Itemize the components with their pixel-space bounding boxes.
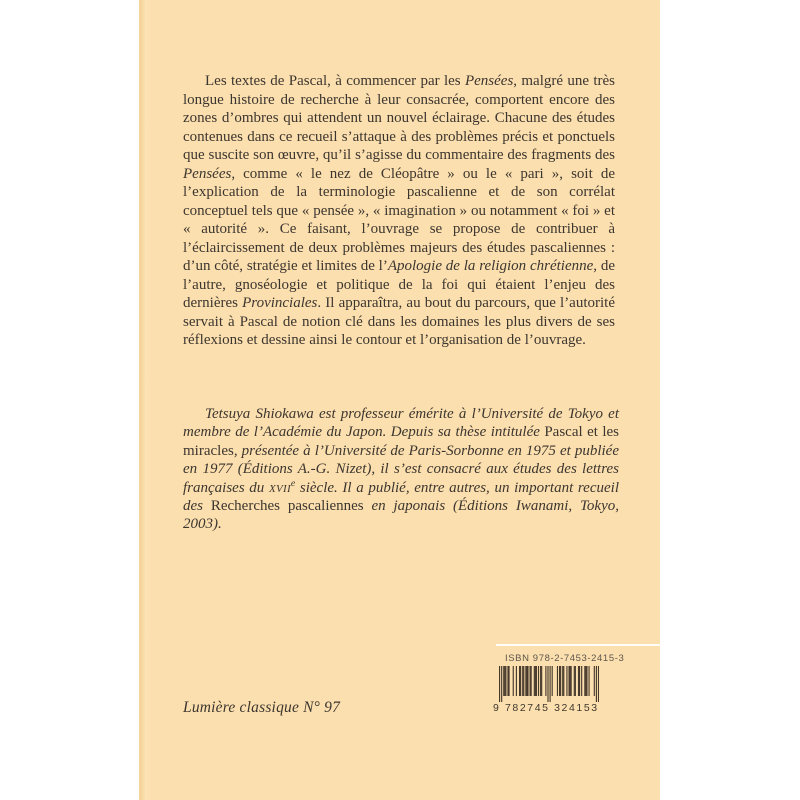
blurb-paragraph: Les textes de Pascal, à commencer par les Pensées, malgré une très longue histoire de recherche à leur consacrée, comportent encore des zones d’ombres qui attendent un nouvel éclairage. Chacune des études contenues dans ce recueil s’attaque à des problèmes précis et ponctuels que suscite son œuvre, qu’il s’agisse du commentaire des fragments des Pensées, comme « le nez de Cléopâtre » ou le « pari », soit de l’explication de la terminologie pascalienne et de son corrélat conceptuel tels que « pensée », « imagination » ou notamment « foi » et « autorité ». Ce faisant, l’ouvrage se propose de contribuer à l’éclaircissement de deux problèmes majeurs des études pascaliennes : d’un côté, stratégie et limites de l’Apologie de la religion chrétienne, de l’autre, gnoséologie et politique de la foi qui étaient l’enjeu des dernières Provinciales. Il apparaîtra, au bout du parcours, que l’autorité servait à Pascal de notion clé dans les domaines les plus divers de ses réflexions et dessine ainsi le contour et l’organisation de l’ouvrage. bbox=[183, 73, 615, 348]
book-back-cover bbox=[139, 0, 660, 800]
author-bio-paragraph: Tetsuya Shiokawa est professeur émérite à l’Université de Tokyo et membre de l’Académie du Japon. Depuis sa thèse intitulée Pascal et les miracles, présentée à l’Université de Paris-Sorbonne en 1975 et publiée en 1977 (Éditions A.-G. Nizet), il s’est consacré aux études des lettres françaises du xvii$^e$ siècle. Il a publié, entre autres, un important recueil des Recherches pascaliennes en japonais (Éditions Iwanami, Tokyo, 2003). bbox=[183, 406, 620, 533]
barcode-bars bbox=[499, 666, 599, 703]
ean13-barcode bbox=[493, 666, 611, 714]
cover-spine-edge-shading bbox=[139, 0, 151, 800]
isbn-rule-line bbox=[496, 644, 660, 646]
isbn-block bbox=[493, 644, 660, 714]
collection-series-label: Lumière classique N° 97 bbox=[183, 699, 341, 716]
barcode-digits: 9 782745 324153 bbox=[493, 702, 599, 714]
isbn-label: ISBN 978-2-7453-2415-3 bbox=[505, 653, 625, 664]
